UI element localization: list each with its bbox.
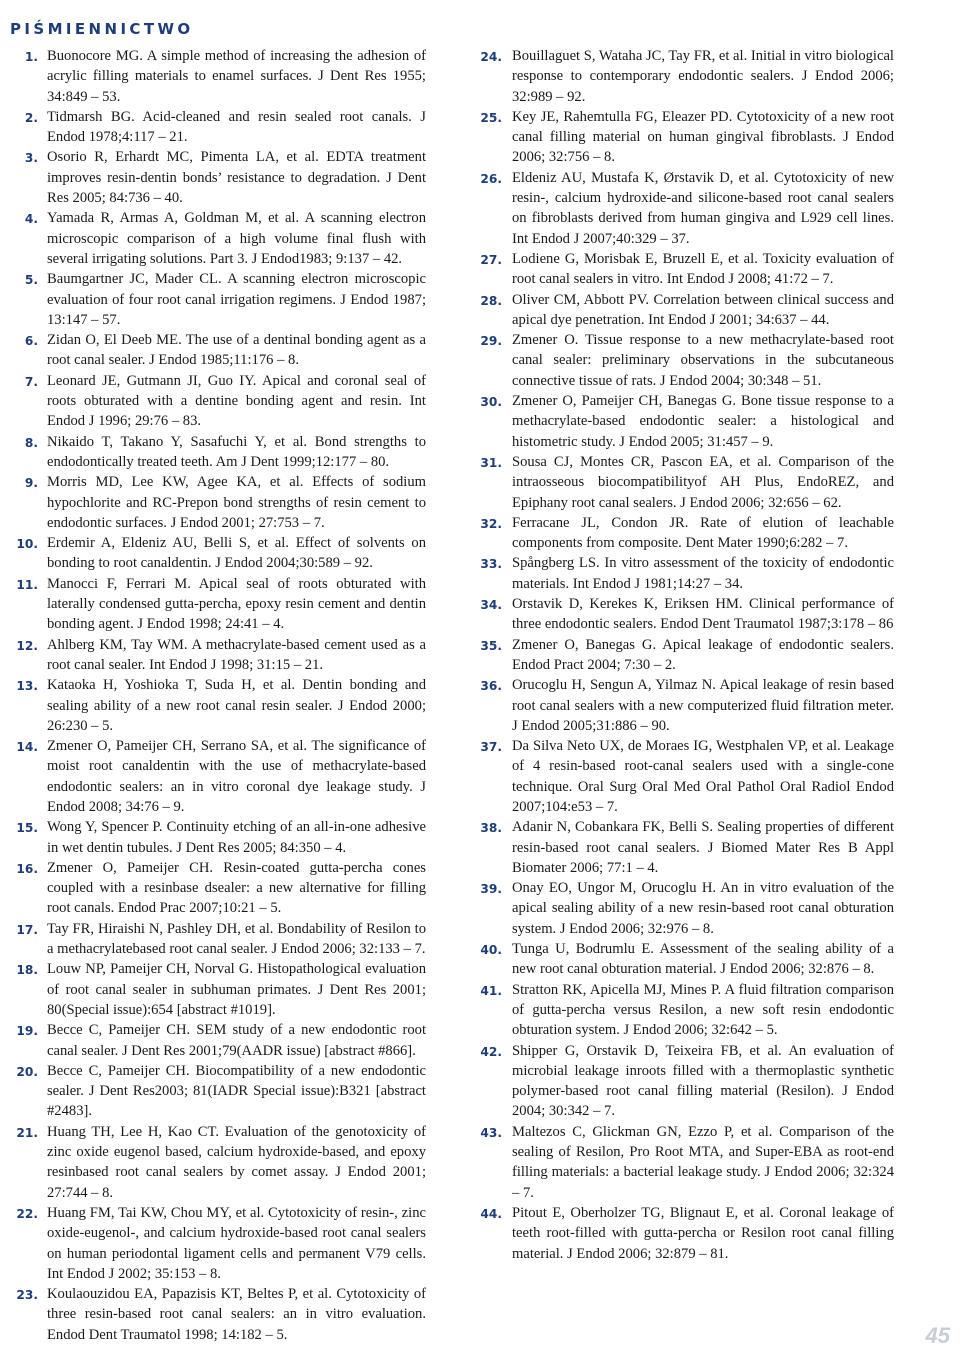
reference-item [478,1203,894,1264]
reference-item [478,594,894,635]
reference-number: 18. [16,963,38,978]
reference-item [8,1203,426,1284]
reference-item [8,432,426,473]
reference-item [8,147,426,208]
reference-text: Leonard JE, Gutmann JI, Guo IY. Apical and coronal seal of roots obturated with a dentine bonding agent and resin. Int Endod J 1996; 29:76 – 83. [47,372,426,430]
reference-number: 25. [480,110,502,125]
reference-text: Shipper G, Orstavik D, Teixeira FB, et al. An evaluation of microbial leakage inroots filled with a thermoplastic synthetic polymer-based root canal filling material (Resilon). J Endod 2004; 30:342 – 7. [512,1042,894,1120]
reference-number: 6. [24,334,38,349]
reference-item [478,553,894,594]
reference-item [478,635,894,676]
reference-item [8,858,426,919]
reference-text: Zmener O, Pameijer CH. Resin-coated gutta-percha cones coupled with a resinbase dsealer: a new alternative for filling root canals. Endod Prac 2007;10:21 – 5. [47,859,426,917]
reference-number: 7. [24,374,38,389]
reference-item [478,391,894,452]
reference-item [8,46,426,107]
reference-number: 43. [480,1125,502,1140]
reference-text: Huang TH, Lee H, Kao CT. Evaluation of the genotoxicity of zinc oxide eugenol based, calcium hydroxide-based, and epoxy resinbased root canal sealers by comet assay. J Endod 2001; 27:744 – 8. [47,1123,426,1201]
reference-item [478,736,894,817]
page-number: 45 [925,1323,950,1348]
reference-number: 22. [16,1206,38,1221]
reference-number: 24. [480,50,502,64]
reference-item [478,107,894,168]
reference-text: Zmener O. Tissue response to a new methacrylate-based root canal sealer: preliminary observations in the subcutaneous connective tissue of rats. J Endod 2004; 30:348 – 51. [512,332,894,389]
reference-item [478,939,894,980]
reference-number: 34. [480,598,502,613]
reference-number: 40. [480,943,502,958]
reference-text: Orucoglu H, Sengun A, Yilmaz N. Apical leakage of resin based root canal sealers with a new computerized fluid filtration meter. J Endod 2005;31:886 – 90. [512,677,894,734]
references-left-column [8,46,426,1345]
reference-item [478,46,894,107]
reference-item [8,208,426,269]
reference-item [478,675,894,736]
reference-number: 10. [16,537,38,552]
reference-number: 16. [16,861,38,876]
reference-item [478,290,894,331]
reference-item [8,817,426,858]
reference-number: 14. [16,740,38,755]
reference-text: Pitout E, Oberholzer TG, Blignaut E, et al. Coronal leakage of teeth root-filled with gutta-percha or Resilon root canal filling material. J Endod 2006; 32:879 – 81. [512,1204,894,1262]
reference-text: Baumgartner JC, Mader CL. A scanning electron microscopic evaluation of four root canal irrigation regimens. J Endod 1987; 13:147 – 57. [47,271,426,328]
reference-text: Kataoka H, Yoshioka T, Suda H, et al. Dentin bonding and sealing ability of a new root canal resin sealer. J Endod 2000; 26:230 – 5. [47,677,426,734]
reference-text: Key JE, Rahemtulla FG, Eleazer PD. Cytotoxicity of a new root canal filling material on human gingival fibroblasts. J Endod 2006; 32:756 – 8. [512,108,894,166]
reference-item [8,635,426,676]
reference-item [8,269,426,330]
reference-number: 3. [24,151,38,166]
reference-text: Buonocore MG. A simple method of increasing the adhesion of acrylic filling materials to enamel surfaces. J Dent Res 1955; 34:849 – 53. [47,48,426,105]
reference-number: 1. [24,50,38,64]
reference-text: Zmener O, Banegas G. Apical leakage of endodontic sealers. Endod Pract 2004; 7:30 – 2. [512,636,894,673]
reference-number: 30. [480,395,502,410]
reference-text: Manocci F, Ferrari M. Apical seal of roots obturated with laterally condensed gutta-percha, epoxy resin cement and dentin bonding agent. J Endod 1998; 24:41 – 4. [47,575,426,633]
reference-number: 28. [480,293,502,308]
reference-number: 29. [480,334,502,349]
reference-number: 35. [480,638,502,653]
reference-item [8,1020,426,1061]
reference-number: 32. [480,516,502,531]
reference-item [8,371,426,432]
reference-number: 2. [24,110,38,125]
reference-text: Eldeniz AU, Mustafa K, Ørstavik D, et al. Cytotoxicity of new resin-, calcium hydroxide-and silicone-based root canal sealers on fibroblasts derived from human gingiva and L929 cell lines. Int Endod J 2007;40:329 – 37. [512,169,894,247]
reference-text: Koulaouzidou EA, Papazisis KT, Beltes P, et al. Cytotoxicity of three resin-based root canal sealers: an in vitro evaluation. Endod Dent Traumatol 1998; 14:182 – 5. [47,1286,426,1343]
reference-number: 33. [480,557,502,572]
reference-item [8,919,426,960]
reference-text: Sousa CJ, Montes CR, Pascon EA, et al. Comparison of the intraosseous biocompatibilityof AH Plus, EndoREZ, and Epiphany root canal sealers. J Endod 2006; 32:656 – 62. [512,453,894,511]
reference-item [478,817,894,878]
reference-text: Wong Y, Spencer P. Continuity etching of an all-in-one adhesive in wet dentin tubules. J Dent Res 2005; 84:350 – 4. [47,819,426,856]
reference-item [8,107,426,148]
reference-number: 12. [16,638,38,653]
reference-item [478,1122,894,1203]
reference-number: 38. [480,821,502,836]
reference-text: Orstavik D, Kerekes K, Eriksen HM. Clinical performance of three endodontic sealers. Endod Dent Traumatol 1987;3:178 – 86 [512,596,894,633]
reference-number: 17. [16,922,38,937]
reference-text: Maltezos C, Glickman GN, Ezzo P, et al. Comparison of the sealing of Resilon, Pro Root MTA, and Super-EBA as root-end filling materials: a bacterial leakage study. J Endod 2006; 32:324 – 7. [512,1123,894,1201]
reference-item [8,574,426,635]
reference-text: Ferracane JL, Condon JR. Rate of elution of leachable components from composite. Dent Mater 1990;6:282 – 7. [512,514,894,552]
reference-number: 20. [16,1064,38,1079]
reference-number: 8. [24,435,38,450]
reference-text: Tidmarsh BG. Acid-cleaned and resin sealed root canals. J Endod 1978;4:117 – 21. [47,108,426,146]
reference-number: 44. [480,1206,502,1221]
reference-item [478,330,894,391]
reference-number: 27. [480,252,502,267]
reference-text: Osorio R, Erhardt MC, Pimenta LA, et al. EDTA treatment improves resin-dentin bonds’ resistance to degradation. J Dent Res 2005; 84:736 – 40. [47,149,426,207]
reference-text: Lodiene G, Morisbak E, Bruzell E, et al. Toxicity evaluation of root canal sealers in vitro. Int Endod J 2008; 41:72 – 7. [512,250,894,288]
reference-text: Onay EO, Ungor M, Orucoglu H. An in vitro evaluation of the apical sealing ability of a new resin-based root canal obturation system. J Endod 2006; 32:976 – 8. [512,880,894,937]
reference-item [478,1041,894,1122]
reference-text: Tunga U, Bodrumlu E. Assessment of the sealing ability of a new root canal obturation material. J Endod 2006; 32:876 – 8. [512,941,894,978]
reference-item [8,959,426,1020]
reference-text: Zidan O, El Deeb ME. The use of a dentinal bonding agent as a root canal sealer. J Endod 1985;11:176 – 8. [47,332,426,369]
reference-text: Spångberg LS. In vitro assessment of the toxicity of endodontic materials. Int Endod J 1981;14:27 – 34. [512,555,894,592]
reference-text: Da Silva Neto UX, de Moraes IG, Westphalen VP, et al. Leakage of 4 resin-based root-canal sealers used with a single-cone technique. Oral Surg Oral Med Oral Pathol Oral Radiol Endod 2007;104:e53 – 7. [512,738,894,815]
reference-number: 13. [16,679,38,694]
reference-item [478,168,894,249]
reference-number: 26. [480,171,502,186]
reference-number: 23. [16,1288,38,1303]
reference-item [8,736,426,817]
reference-text: Nikaido T, Takano Y, Sasafuchi Y, et al. Bond strengths to endodontically treated teeth. Am J Dent 1999;12:177 – 80. [47,433,426,470]
reference-text: Zmener O, Pameijer CH, Serrano SA, et al. The significance of moist root canaldentin with the use of methacrylate-based endodontic sealers: an in vitro coronal dye leakage study. J Endod 2008; 34:76 – 9. [47,738,426,815]
reference-item [8,1284,426,1345]
reference-item [8,1122,426,1203]
reference-text: Erdemir A, Eldeniz AU, Belli S, et al. Effect of solvents on bonding to root canaldentin. J Endod 2004;30:589 – 92. [47,535,426,572]
reference-item [478,980,894,1041]
reference-number: 36. [480,679,502,694]
reference-text: Morris MD, Lee KW, Agee KA, et al. Effects of sodium hypochlorite and RC-Prepon bond strengths of resin cement to endodontic surfaces. J Endod 2001; 27:753 – 7. [47,474,426,531]
section-title: PIŚMIENNICTWO [10,20,194,38]
reference-number: 31. [480,455,502,470]
reference-number: 9. [24,476,38,491]
reference-number: 11. [16,577,38,592]
reference-number: 39. [480,882,502,897]
reference-text: Huang FM, Tai KW, Chou MY, et al. Cytotoxicity of resin-, zinc oxide-eugenol-, and calcium hydroxide-based root canal sealers on human periodontal ligament cells and permanent V79 cells. Int Endod J 2002; 35:153 – 8. [47,1204,426,1282]
reference-item [478,513,894,554]
reference-item [8,472,426,533]
reference-item [8,675,426,736]
reference-number: 41. [480,983,502,998]
reference-text: Tay FR, Hiraishi N, Pashley DH, et al. Bondability of Resilon to a methacrylatebased root canal sealer. J Endod 2006; 32:133 – 7. [47,920,426,958]
reference-number: 21. [16,1125,38,1140]
reference-item [478,878,894,939]
reference-item [8,330,426,371]
reference-text: Oliver CM, Abbott PV. Correlation between clinical success and apical dye penetration. Int Endod J 2001; 34:637 – 44. [512,291,894,328]
references-right-column [478,46,894,1264]
reference-text: Yamada R, Armas A, Goldman M, et al. A scanning electron microscopic comparison of a high volume final flush with several irrigating solutions. Part 3. J Endod1983; 9:137 – 42. [47,210,426,267]
reference-text: Becce C, Pameijer CH. SEM study of a new endodontic root canal sealer. J Dent Res 2001;79(AADR issue) [abstract #866]. [47,1022,426,1059]
reference-item [478,249,894,290]
reference-number: 4. [24,212,38,227]
reference-text: Adanir N, Cobankara FK, Belli S. Sealing properties of different resin-based root canal sealers. J Biomed Mater Res B Appl Biomater 2006; 77:1 – 4. [512,819,894,876]
reference-number: 5. [24,273,38,288]
reference-text: Louw NP, Pameijer CH, Norval G. Histopathological evaluation of root canal sealer in subhuman primates. J Dent Res 2001; 80(Special issue):654 [abstract #1019]. [47,961,426,1018]
reference-number: 15. [16,821,38,836]
reference-item [8,1061,426,1122]
reference-text: Bouillaguet S, Wataha JC, Tay FR, et al. Initial in vitro biological response to contemporary endodontic sealers. J Endod 2006; 32:989 – 92. [512,48,894,105]
reference-number: 37. [480,740,502,755]
reference-text: Ahlberg KM, Tay WM. A methacrylate-based cement used as a root canal sealer. Int Endod J 1998; 31:15 – 21. [47,636,426,673]
reference-number: 19. [16,1024,38,1039]
reference-item [478,452,894,513]
reference-item [8,533,426,574]
reference-text: Zmener O, Pameijer CH, Banegas G. Bone tissue response to a methacrylate-based endodontic sealer: a histological and histometric study. J Endod 2005; 31:457 – 9. [512,393,894,450]
reference-text: Becce C, Pameijer CH. Biocompatibility of a new endodontic sealer. J Dent Res2003; 81(IADR Special issue):B321 [abstract #2483]. [47,1062,426,1120]
reference-text: Stratton RK, Apicella MJ, Mines P. A fluid filtration comparison of gutta-percha versus Resilon, a new soft resin endodontic obturation system. J Endod 2006; 32:642 – 5. [512,981,894,1039]
reference-number: 42. [480,1044,502,1059]
